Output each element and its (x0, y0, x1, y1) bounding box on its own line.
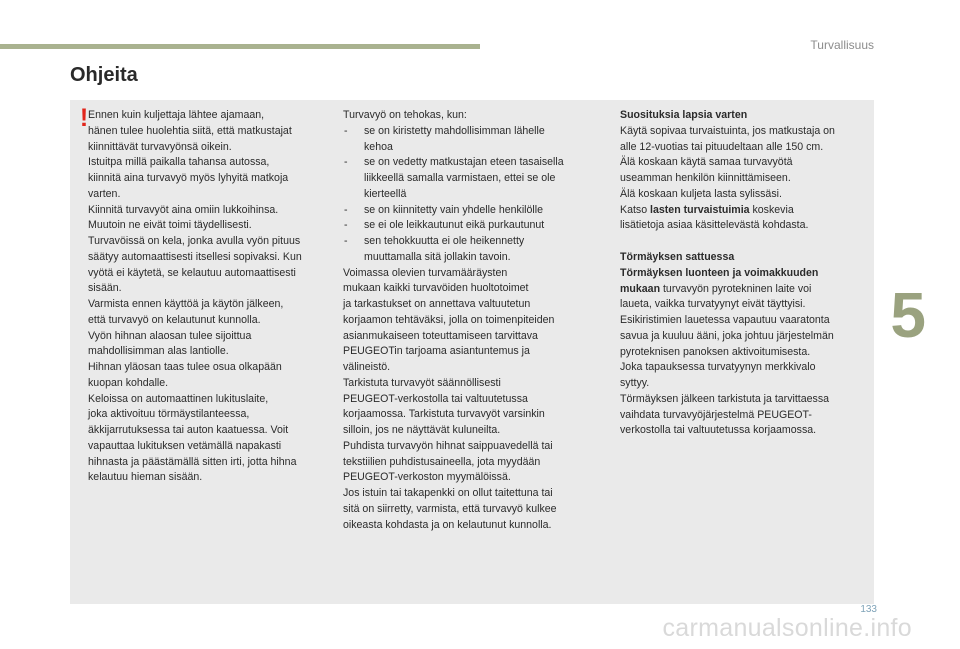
text-line: säätyy automaattisesti itsellesi sopivaksi. Kun (88, 250, 302, 263)
text-line: tekstiilien puhdistusaineella, jota myydään (343, 455, 541, 468)
text-line: Jos istuin tai takapenkki on ollut taitettuna tai (343, 487, 553, 499)
text-line: sisään. (88, 282, 122, 295)
section-name: Turvallisuus (810, 38, 874, 52)
text-line: Esikiristimien lauetessa vapautuu vaaratonta (620, 314, 830, 326)
text-line: kuopan kohdalle. (88, 376, 169, 389)
list-item-line: liikkeellä samalla varmistaen, ettei se ole (364, 172, 556, 184)
text-line: hihnasta ja päästämällä sitten irti, jotta hihna (88, 455, 297, 468)
list-item (343, 203, 598, 219)
text-line: että turvavyö on kelautunut kunnolla. (88, 313, 261, 326)
collision-first-line (620, 282, 870, 298)
text-line: Törmäyksen jälkeen tarkistuta ja tarvittaessa (620, 392, 830, 405)
text-line: Keloissa on automaattinen lukituslaite, (88, 392, 269, 405)
list-item-line: kierteellä (364, 187, 407, 200)
text-line: Puhdista turvavyön hihnat saippuavedellä tai (343, 439, 553, 452)
collision-subheading: Törmäyksen luonteen ja voimakkuuden (620, 266, 819, 279)
text-line: PEUGEOT-verkostolla tai valtuutetussa (343, 392, 528, 405)
text-line: savua ja kuuluu ääni, joka johtuu järjestelmän (620, 329, 834, 342)
list-item-line: - se on kiinnitetty vain yhdelle henkilölle (364, 203, 544, 216)
text-line: korjaamossa. Tarkistuta turvavyöt varsinkin (343, 408, 545, 421)
children-heading: Suosituksia lapsia varten (620, 109, 748, 121)
text-line: Älä koskaan käytä samaa turvavyötä (620, 156, 793, 169)
column-1-text (88, 108, 333, 486)
text-line: syttyy. (620, 377, 650, 389)
text-line: laueta, vaikka turvatyynyt eivät täyttyisi. (620, 298, 806, 311)
list-item-line: - sen tehokkuutta ei ole heikennetty (364, 235, 525, 247)
text-line: lisätietoja asiaa käsittelevästä kohdasta. (620, 219, 809, 232)
list-item (343, 124, 598, 156)
text-line: vaihdata turvavyöjärjestelmä PEUGEOT- (620, 408, 812, 421)
text-line: välineistö. (343, 361, 391, 373)
see-reference (620, 203, 870, 219)
text-line: Käytä sopivaa turvaistuinta, jos matkustaja on (620, 124, 835, 137)
page-number: 133 (860, 604, 877, 615)
conditions-intro: Turvavyö on tehokas, kun: (343, 109, 467, 121)
spacer (620, 234, 870, 250)
text-line: PEUGEOTin tarjoama asiantuntemus ja (343, 345, 530, 358)
list-item (343, 234, 598, 266)
text-line: Voimassa olevien turvamääräysten (343, 266, 508, 279)
page-title: Ohjeita (70, 64, 138, 86)
list-item-line: - se on vedetty matkustajan eteen tasaisella (364, 156, 564, 169)
text-line: sitä on siirretty, varmista, että turvavyö kulkee (343, 502, 557, 515)
info-panel (70, 100, 874, 604)
text-line: oikeasta kohdasta ja on kelautunut kunnolla. (343, 518, 552, 531)
column-3 (620, 108, 870, 439)
column-2 (343, 108, 598, 533)
column-1 (88, 108, 333, 486)
text-line: mukaan kaikki turvavöiden huoltotoimet (343, 282, 529, 295)
collision-heading: Törmäyksen sattuessa (620, 251, 735, 263)
text-line: Vyön hihnan alaosan tulee sijoittua (88, 329, 252, 342)
text-line: asianmukaiseen toteuttamiseen tarvittava (343, 329, 538, 342)
text-line: Hihnan yläosan taas tulee osua olkapään (88, 361, 282, 373)
text-line: Turvavöissä on kela, jonka avulla vyön pituus (88, 235, 301, 247)
text-line: vyötä ei käytetä, se kelautuu automaattisesti (88, 266, 296, 279)
text-line: ja tarkastukset on annettava valtuutetun (343, 298, 531, 310)
collision-subheading-end: mukaan (620, 282, 661, 295)
text-line: vapauttaa lukituksen vetämällä napakasti (88, 439, 282, 452)
text-line: Muutoin ne eivät toimi täydellisesti. (88, 219, 252, 232)
text-line: äkkijarrutuksessa tai auton kaatuessa. Voit (88, 424, 289, 436)
watermark: carmanualsonline.info (662, 614, 912, 642)
text-line: pyroteknisen panoksen aktivoitumisesta. (620, 345, 811, 358)
text-line: silloin, jos ne näyttävät kuluneilta. (343, 424, 501, 436)
collision-first-rest: turvavyön pyrotekninen laite voi (660, 282, 812, 295)
text-line: kiinnitä aina turvavyö myös lyhyitä matkoja (88, 172, 289, 184)
text-line: Ennen kuin kuljettaja lähtee ajamaan, (88, 109, 265, 121)
text-line: alle 12-vuotias tai pituudeltaan alle 150 cm. (620, 140, 824, 153)
text-line: mahdollisimman alas lantiolle. (88, 345, 229, 358)
list-item-line: - se on kiristetty mahdollisimman lähelle (364, 124, 545, 137)
text-line: PEUGEOT-verkoston myymälöissä. (343, 471, 511, 484)
text-line: korjaamon tehtäväksi, jolla on toimenpiteiden (343, 313, 555, 326)
text-line: Tarkistuta turvavyöt säännöllisesti (343, 376, 501, 389)
list-item-line: muuttamalla sitä jollakin tavoin. (364, 250, 511, 263)
text-line: Varmista ennen käyttöä ja käytön jälkeen, (88, 298, 284, 310)
chapter-tab-number: 5 (890, 279, 926, 351)
text-line: useamman henkilön kiinnittämiseen. (620, 172, 791, 184)
text-line: varten. (88, 187, 121, 200)
text-line: Kiinnitä turvavyöt aina omiin lukkoihinsa. (88, 203, 279, 216)
text-line: Istuitpa millä paikalla tahansa autossa, (88, 156, 270, 169)
see-prefix: Katso (620, 203, 651, 216)
list-item-line: kehoa (364, 140, 393, 153)
text-line: joka aktivoituu törmäystilanteessa, (88, 408, 250, 421)
text-line: verkostolla tai valtuutetussa korjaamossa. (620, 424, 817, 437)
exclamation-icon: ! (79, 104, 89, 132)
text-line: Älä koskaan kuljeta lasta sylissäsi. (620, 187, 782, 200)
header-accent-bar (0, 44, 480, 49)
text-line: kelautuu hieman sisään. (88, 471, 203, 484)
text-line: kiinnittävät turvavyönsä oikein. (88, 140, 232, 153)
conditions-list (343, 124, 598, 266)
text-line: hänen tulee huolehtia siitä, että matkustajat (88, 124, 292, 137)
see-suffix: koskevia (749, 203, 794, 216)
list-item (343, 155, 598, 202)
child-seats-reference: lasten turvaistuimia (650, 203, 750, 216)
text-line: Joka tapauksessa turvatyynyn merkkivalo (620, 361, 816, 374)
list-item (343, 218, 598, 234)
list-item-line: - se ei ole leikkautunut eikä purkautunut (364, 219, 545, 232)
